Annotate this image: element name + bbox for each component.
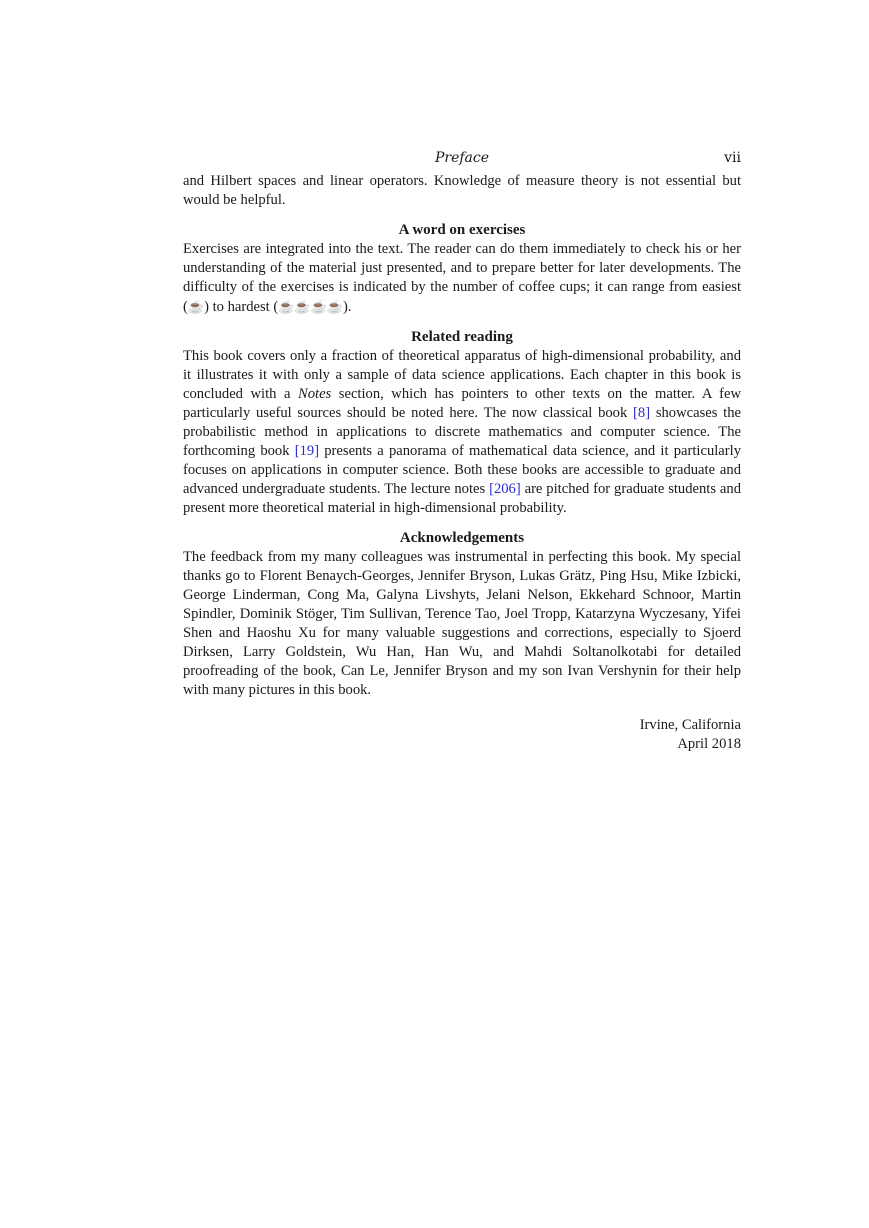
citation-link-19[interactable]: [19] xyxy=(294,443,320,459)
exercises-text-1: Exercises are integrated into the text. The reader can do them immediately to check his or her understanding of the material just presented, and to prepare better for later developments. The difficulty of the exercises is indicated by the number of coffee cups; it can range from easiest ( xyxy=(183,241,741,315)
section-acknowledgements xyxy=(183,528,741,700)
signature-place: Irvine, California xyxy=(639,717,741,733)
section-heading-related-reading: Related reading xyxy=(411,329,513,345)
related-text-2: section, which has pointers to other texts on the matter. A few particularly useful sources should be noted here. The now classical book xyxy=(183,386,741,421)
section-related-reading xyxy=(183,327,741,518)
section-exercises xyxy=(183,220,741,317)
signature-block xyxy=(183,716,741,754)
signature-date: April 2018 xyxy=(677,736,741,752)
coffee-cups-icon: ☕☕☕☕ xyxy=(278,299,343,314)
exercises-text-3: ). xyxy=(342,299,352,315)
related-text-1: This book covers only a fraction of theoretical apparatus of high-dimensional probability, and it illustrates it with only a sample of data science applications. Each chapter in this book is concluded with a xyxy=(183,348,741,402)
related-text-3: showcases the probabilistic method in applications to discrete mathematics and computer science. The forthcoming book xyxy=(183,405,741,459)
related-reading-paragraph xyxy=(183,347,741,518)
page xyxy=(183,150,741,754)
page-number: vii xyxy=(724,150,741,166)
intro-paragraph: and Hilbert spaces and linear operators. Knowledge of measure theory is not essential but would be helpful. xyxy=(183,173,741,208)
exercises-paragraph xyxy=(183,240,741,317)
section-heading-exercises: A word on exercises xyxy=(398,222,526,238)
citation-link-8[interactable]: [8] xyxy=(633,405,651,421)
exercises-text-2: ) to hardest ( xyxy=(204,299,279,315)
running-header xyxy=(183,150,741,172)
acknowledgements-paragraph: The feedback from my many colleagues was instrumental in perfecting this book. My special thanks go to Florent Benaych-Georges, Jennifer Bryson, Lukas Grätz, Ping Hsu, Mike Izbicki, George Linderman, Cong Ma, Galyna Livshyts, Jelani Nelson, Ekkehard Schnoor, Martin Spindler, Dominik Stöger, Tim Sullivan, Terence Tao, Joel Tropp, Katarzyna Wyczesany, Yifei Shen and Haoshu Xu for many valuable suggestions and corrections, especially to Sjoerd Dirksen, Larry Goldstein, Wu Han, Han Wu, and Mahdi Soltanolkotabi for detailed proofreading of the book, Can Le, Jennifer Bryson and my son Ivan Vershynin for their help with many pictures in this book. xyxy=(183,549,741,698)
citation-link-206[interactable]: [206] xyxy=(489,481,521,497)
related-text-4: presents a panorama of mathematical data science, and it particularly focuses on applications in computer science. Both these books are accessible to graduate and advanced undergraduate students. The lecture notes xyxy=(183,443,741,497)
related-text-5: are pitched for graduate students and present more theoretical material in high-dimensional probability. xyxy=(183,481,741,516)
notes-emphasis: Notes xyxy=(298,386,332,402)
running-title: Preface xyxy=(434,150,490,166)
section-heading-acknowledgements: Acknowledgements xyxy=(399,530,525,546)
coffee-cup-icon: ☕ xyxy=(187,299,205,314)
